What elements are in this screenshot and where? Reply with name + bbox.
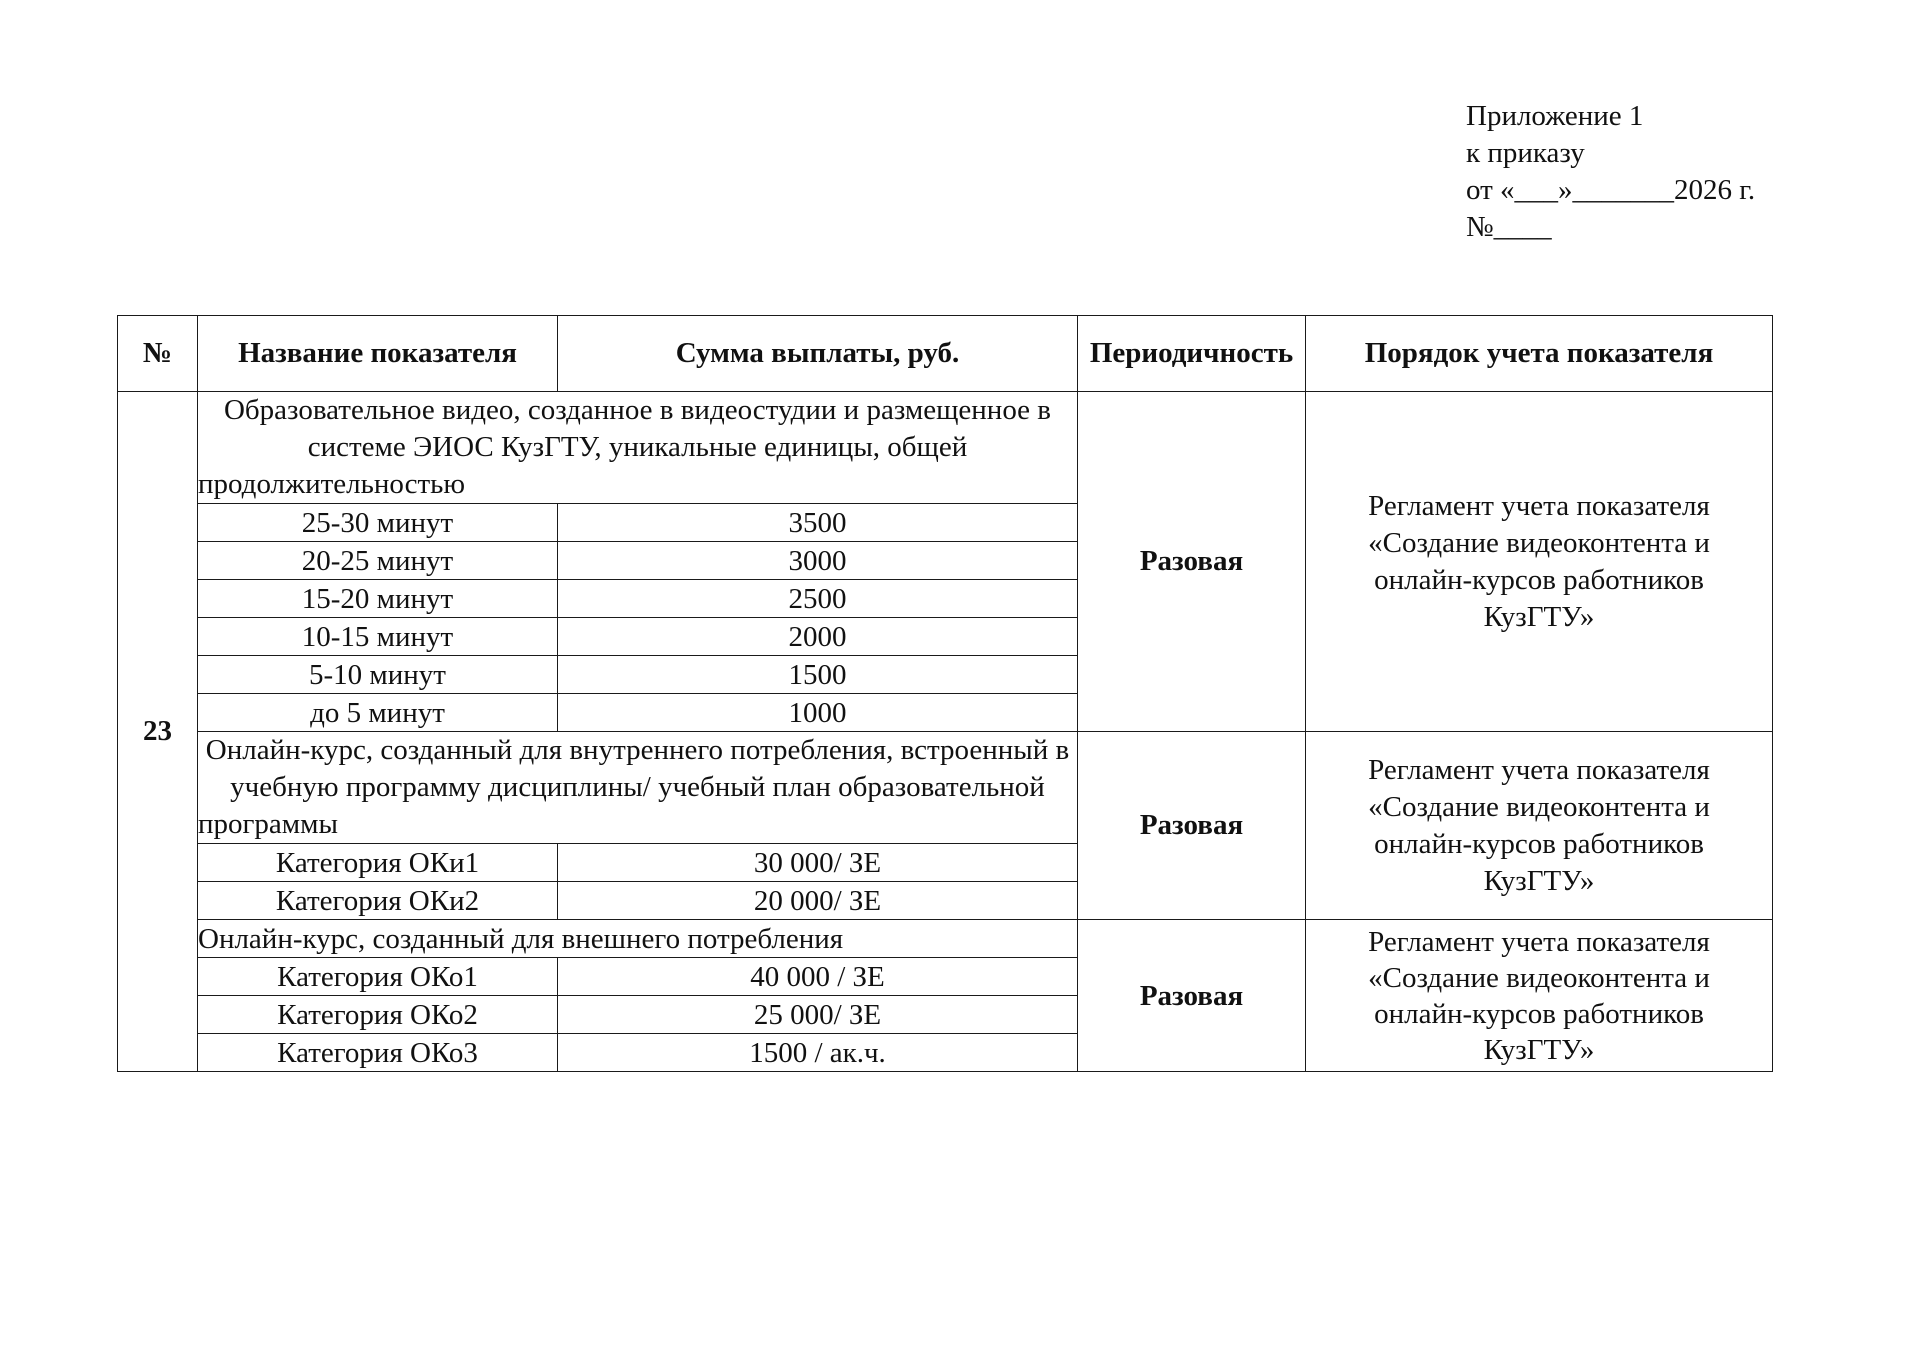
header-sum: Сумма выплаты, руб.: [558, 316, 1078, 392]
order-line: онлайн-курсов работников: [1374, 563, 1704, 596]
item-sum: 2500: [558, 580, 1078, 618]
group-period: Разовая: [1078, 392, 1306, 732]
order-line: КузГТУ»: [1483, 600, 1595, 633]
appendix-order-ref: к приказу: [1466, 137, 1585, 169]
item-name: Категория ОКи1: [198, 844, 558, 882]
item-name: 15-20 минут: [198, 580, 558, 618]
appendix-header: [1466, 98, 1755, 246]
group-title: Онлайн-курс, созданный для внешнего потребления: [198, 920, 1078, 958]
item-sum: 1500: [558, 656, 1078, 694]
indicators-table: [117, 315, 1773, 1072]
order-line: Регламент учета показателя: [1368, 753, 1710, 786]
order-line: «Создание видеоконтента и: [1368, 961, 1710, 994]
table-row: [118, 920, 1773, 958]
order-line: Регламент учета показателя: [1368, 489, 1710, 522]
item-sum: 25 000/ ЗЕ: [558, 996, 1078, 1034]
order-line: «Создание видеоконтента и: [1368, 526, 1710, 559]
item-name: до 5 минут: [198, 694, 558, 732]
item-name: 5-10 минут: [198, 656, 558, 694]
group-title: Онлайн-курс, созданный для внутреннего потребления, встроенный в учебную программу дисциплины/ учебный план образовательной программы: [198, 732, 1078, 844]
order-line: онлайн-курсов работников: [1374, 827, 1704, 860]
item-name: 25-30 минут: [198, 504, 558, 542]
appendix-number: №____: [1466, 211, 1552, 243]
item-sum: 30 000/ ЗЕ: [558, 844, 1078, 882]
group-order: [1306, 920, 1773, 1072]
group-title: Образовательное видео, созданное в видеостудии и размещенное в системе ЭИОС КузГТУ, уникальные единицы, общей продолжительностью: [198, 392, 1078, 504]
group-period: Разовая: [1078, 920, 1306, 1072]
item-sum: 2000: [558, 618, 1078, 656]
item-name: Категория ОКо1: [198, 958, 558, 996]
table-header-row: [118, 316, 1773, 392]
header-period: Периодичность: [1078, 316, 1306, 392]
item-sum: 3000: [558, 542, 1078, 580]
group-period: Разовая: [1078, 732, 1306, 920]
item-sum: 20 000/ ЗЕ: [558, 882, 1078, 920]
item-sum: 1500 / ак.ч.: [558, 1034, 1078, 1072]
item-name: Категория ОКо3: [198, 1034, 558, 1072]
table-row: [118, 392, 1773, 504]
item-sum: 1000: [558, 694, 1078, 732]
order-line: Регламент учета показателя: [1368, 925, 1710, 958]
item-sum: 40 000 / ЗЕ: [558, 958, 1078, 996]
item-name: Категория ОКо2: [198, 996, 558, 1034]
group-order: [1306, 392, 1773, 732]
item-name: Категория ОКи2: [198, 882, 558, 920]
appendix-title: Приложение 1: [1466, 100, 1644, 132]
group-order: [1306, 732, 1773, 920]
order-line: «Создание видеоконтента и: [1368, 790, 1710, 823]
item-name: 10-15 минут: [198, 618, 558, 656]
table-row: [118, 732, 1773, 844]
item-sum: 3500: [558, 504, 1078, 542]
appendix-date: от «___»_______2026 г.: [1466, 174, 1756, 206]
order-line: КузГТУ»: [1483, 1033, 1595, 1066]
order-line: онлайн-курсов работников: [1374, 997, 1704, 1030]
row-number: 23: [118, 392, 198, 1072]
header-order: Порядок учета показателя: [1306, 316, 1773, 392]
header-num: №: [118, 316, 198, 392]
item-name: 20-25 минут: [198, 542, 558, 580]
order-line: КузГТУ»: [1483, 864, 1595, 897]
header-name: Название показателя: [198, 316, 558, 392]
